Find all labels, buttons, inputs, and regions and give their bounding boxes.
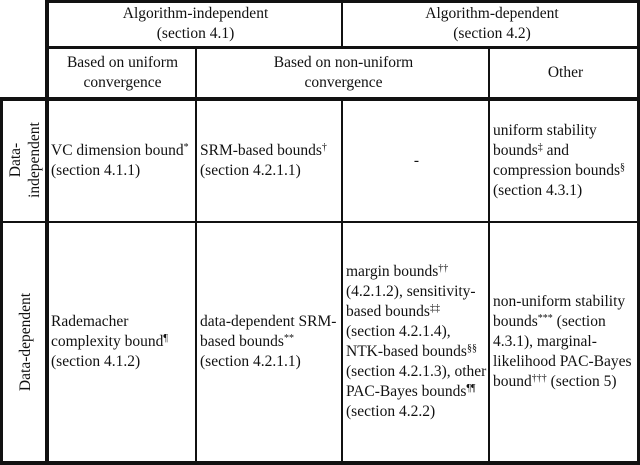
footnote-mark: * bbox=[183, 141, 189, 153]
table-border-bottom bbox=[0, 461, 640, 465]
cell-text: NTK-based bounds bbox=[346, 343, 467, 360]
cell-margin-sensitivity-ntk-pacbayes bbox=[342, 222, 489, 462]
row-label-line: Data-dependent bbox=[16, 292, 34, 392]
divider-col bbox=[195, 47, 197, 462]
cell-text: (section 4.1.2) bbox=[51, 353, 141, 370]
row-label-line: independent bbox=[26, 122, 43, 198]
cell-data-dependent-srm bbox=[196, 222, 342, 462]
header-section: (section 4.1) bbox=[156, 24, 235, 42]
row-label-data-independent bbox=[3, 99, 47, 221]
cell-text: uniform stability bounds bbox=[493, 121, 597, 159]
header-section: (section 4.2) bbox=[453, 24, 531, 42]
header-title: Algorithm-independent bbox=[122, 4, 269, 22]
header-uniform-convergence bbox=[47, 47, 196, 99]
cell-empty-dash bbox=[342, 99, 489, 222]
cell-text: (section 4.2.1.3), bbox=[346, 363, 451, 380]
cell-text: Rademacher complexity bound bbox=[51, 313, 164, 350]
cell-text: (section 4.2.1.1) bbox=[200, 161, 301, 179]
cell-text: (section 4.1.1) bbox=[51, 161, 141, 179]
cell-text: VC dimension bound bbox=[51, 141, 184, 159]
divider-rows bbox=[0, 221, 640, 223]
footnote-mark: † bbox=[321, 141, 327, 153]
divider-col bbox=[488, 47, 490, 462]
cell-rademacher bbox=[47, 222, 196, 462]
cell-text: (section 4.2.1.1) bbox=[200, 353, 301, 370]
footnote-mark: ** bbox=[283, 333, 294, 344]
cell-uniform-stability bbox=[489, 99, 640, 222]
divider-col bbox=[341, 0, 343, 47]
header-line: Based on uniform bbox=[66, 54, 179, 71]
table-border-left bbox=[0, 99, 3, 465]
row-label-data-dependent bbox=[3, 222, 47, 462]
cell-vc-dimension bbox=[47, 99, 196, 222]
table-border-rowheader bbox=[45, 0, 49, 465]
cell-text: (section 4.3.1) bbox=[493, 181, 583, 199]
cell-text: and compression bounds bbox=[493, 141, 621, 179]
header-line: Based on non-uniform bbox=[273, 54, 414, 71]
cell-text: - bbox=[413, 151, 420, 169]
cell-text: margin bounds bbox=[346, 263, 439, 280]
header-algorithm-dependent bbox=[342, 0, 640, 47]
header-algorithm-independent bbox=[47, 0, 342, 47]
footnote-mark: §§ bbox=[466, 343, 477, 354]
cell-text: (section 4.2.1.4), bbox=[346, 323, 451, 340]
header-line: Other bbox=[547, 64, 584, 81]
cell-text: (section 4.2.2) bbox=[346, 403, 436, 420]
cell-text: other PAC-Bayes bounds bbox=[346, 363, 487, 400]
cell-text: data-dependent SRM-based bounds bbox=[200, 313, 337, 350]
footnote-mark: †† bbox=[438, 263, 449, 274]
cell-nonuniform-stability-pacbayes bbox=[489, 222, 640, 462]
footnote-mark: ‡‡ bbox=[429, 303, 440, 314]
cell-text: (section 5) bbox=[546, 373, 617, 390]
cell-text: (4.2.1.2), bbox=[346, 283, 403, 300]
header-line: convergence bbox=[304, 74, 383, 91]
cell-text: (section 4.3.1), bbox=[493, 313, 606, 350]
footnote-mark: ¶¶ bbox=[466, 383, 476, 394]
header-title: Algorithm-dependent bbox=[425, 4, 559, 22]
footnote-mark: ¶ bbox=[163, 333, 168, 344]
cell-text: marginal-likelihood PAC-Bayes bound bbox=[493, 333, 632, 390]
footnote-mark: ‡ bbox=[537, 141, 543, 153]
cell-text: sensitivity-based bounds bbox=[346, 283, 476, 320]
footnote-mark: ††† bbox=[531, 373, 547, 384]
footnote-mark: § bbox=[620, 161, 626, 173]
row-label-line: Data- bbox=[7, 142, 24, 178]
divider-col bbox=[341, 99, 343, 462]
header-other bbox=[489, 47, 640, 99]
footnote-mark: *** bbox=[537, 313, 553, 324]
header-line: convergence bbox=[83, 74, 162, 91]
cell-srm-bounds bbox=[196, 99, 342, 222]
header-non-uniform-convergence bbox=[196, 47, 489, 99]
divider-header-body bbox=[0, 97, 640, 101]
cell-text: SRM-based bounds bbox=[200, 141, 322, 159]
cell-text: non-uniform stability bounds bbox=[493, 293, 626, 330]
